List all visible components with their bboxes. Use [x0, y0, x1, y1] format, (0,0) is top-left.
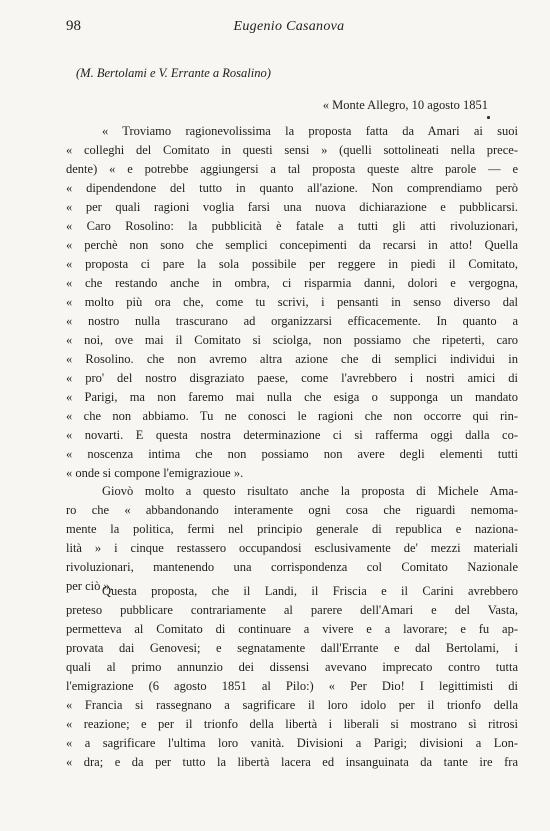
letter-line: « Troviamo ragionevolissima la proposta fatta da Amari ai suoi: [102, 124, 518, 138]
paragraph-line: l'emigrazione (6 agosto 1851 al Pilo:) « Per Dio! I legittimisti di: [66, 679, 518, 693]
letter-line: « noi, ove mai il Comitato si sciolga, non possiamo che ripeterti, caro: [66, 333, 518, 347]
ink-speck: [487, 116, 490, 119]
page-number: 98: [66, 18, 81, 34]
paragraph-line: rivoluzionari, mantenendo una corrispondenza col Comitato Nazionale: [66, 560, 518, 574]
paragraph-line: « a sagrificare l'ultima loro vanità. Divisioni a Parigi; divisioni a Lon-: [66, 736, 518, 750]
paragraph-line: ro che « abbandonando interamente ogni cosa che riguardi nemoma-: [66, 503, 518, 517]
letter-line: « dipendendone del tutto in quanto all'azione. Non comprendiamo però: [66, 181, 518, 195]
running-head: Eugenio Casanova: [233, 19, 345, 34]
letter-dateline: « Monte Allegro, 10 agosto 1851: [322, 98, 488, 112]
letter-line: dente) « e potrebbe aggiungersi a tal proposta queste altre parole — e: [66, 162, 518, 176]
paragraph-line: « Francia si rassegnano a sagrificare il loro idolo per il trionfo della: [66, 698, 518, 712]
letter-heading: (M. Bertolami e V. Errante a Rosalino): [76, 66, 271, 80]
letter-line: « colleghi del Comitato in questi sensi » (quelli sottolineati nella prece-: [66, 143, 518, 157]
letter-line: « Rosolino. che non avremo altra azione che di semplici individui in: [66, 352, 518, 366]
quoted-letter: [66, 122, 518, 483]
letter-line: « Parigi, ma non faremo mai nulla che esiga o supponga un mandato: [66, 390, 518, 404]
paragraph-line: provata dai Genovesi; e segnatamente dall'Errante e dal Bertolami, i: [66, 641, 518, 655]
letter-line: « noscenza intima che non possiamo non avere degli elementi tutti: [66, 447, 518, 461]
paragraph-line: per ciò ».: [66, 579, 113, 593]
letter-line: « Caro Rosolino: la pubblicità è fatale a tutti gli atti rivoluzionari,: [66, 219, 518, 233]
body-paragraph-1: [66, 482, 518, 596]
letter-line: « nostro nulla trascurano ad organizzarsi efficacemente. In quanto a: [66, 314, 518, 328]
paragraph-line: preteso pubblicare contrariamente al parere dell'Amari e del Vasta,: [66, 603, 518, 617]
paragraph-line: « reazione; e per il trionfo della libertà i liberali si mostrano sì ritrosi: [66, 717, 518, 731]
letter-line: « pro' del nostro disgraziato paese, come l'avrebbero i nostri amici di: [66, 371, 518, 385]
paragraph-line: mente la politica, fermi nel principio generale di republica e naziona-: [66, 522, 518, 536]
letter-line: « perchè non sono che semplici concepimenti da recarsi in atto! Quella: [66, 238, 518, 252]
paragraph-line: quali al primo annunzio dei dissensi avevano imprecato contro tutta: [66, 660, 518, 674]
body-paragraph-2: [66, 582, 518, 772]
letter-line: « che restando anche in ombra, ci risparmia danni, dolori e vergogna,: [66, 276, 518, 290]
page-header: [66, 18, 512, 40]
letter-line: « novarti. E questa nostra determinazione ci si rafferma oggi dalla co-: [66, 428, 518, 442]
letter-line: « proposta ci pare la sola possibile per reggere in piedi il Comitato,: [66, 257, 518, 271]
paragraph-line: Giovò molto a questo risultato anche la proposta di Michele Ama-: [102, 484, 518, 498]
paragraph-line: « dra; e da per tutto la libertà lacera ed insanguinata da tante ire fra: [66, 755, 518, 769]
letter-line: « per quali ragioni voglia farsi una nuova dichiarazione e pubblicarsi.: [66, 200, 518, 214]
letter-line: « molto più ora che, come tu scrivi, i pensanti in senso diverso dal: [66, 295, 518, 309]
paragraph-line: Questa proposta, che il Landi, il Friscia e il Carini avrebbero: [102, 584, 518, 598]
letter-line: « onde si compone l'emigrazioue ».: [66, 466, 244, 480]
letter-line: « che non abbiamo. Tu ne conosci le ragioni che non occorre qui rin-: [66, 409, 518, 423]
paragraph-line: permetteva al Comitato di continuare a vivere e a lavorare; e fu ap-: [66, 622, 518, 636]
paragraph-line: lità » i cinque restassero occupandosi esclusivamente de' mezzi materiali: [66, 541, 518, 555]
